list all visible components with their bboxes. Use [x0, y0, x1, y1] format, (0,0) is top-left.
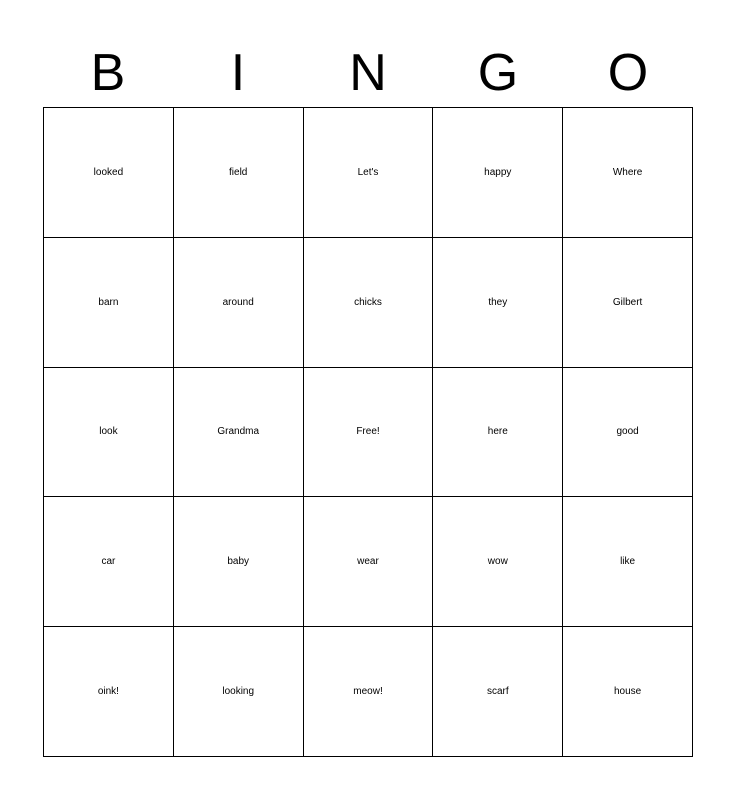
bingo-cell[interactable]: car	[44, 497, 174, 627]
bingo-cell[interactable]: meow!	[304, 627, 434, 757]
bingo-cell[interactable]: happy	[433, 108, 563, 238]
bingo-cell[interactable]: looked	[44, 108, 174, 238]
header-letter-o: O	[607, 44, 649, 102]
header-letter-b: B	[90, 44, 126, 102]
bingo-cell[interactable]: Grandma	[174, 368, 304, 498]
bingo-cell[interactable]: like	[563, 497, 693, 627]
bingo-board	[43, 107, 693, 757]
bingo-cell[interactable]: wow	[433, 497, 563, 627]
bingo-cell[interactable]: field	[174, 108, 304, 238]
bingo-cell[interactable]: Gilbert	[563, 238, 693, 368]
bingo-cell[interactable]: here	[433, 368, 563, 498]
bingo-cell[interactable]: oink!	[44, 627, 174, 757]
bingo-cell[interactable]: looking	[174, 627, 304, 757]
bingo-cell[interactable]: look	[44, 368, 174, 498]
bingo-cell[interactable]: Let's	[304, 108, 434, 238]
bingo-cell[interactable]: barn	[44, 238, 174, 368]
bingo-cell[interactable]: good	[563, 368, 693, 498]
header-letter-g: G	[477, 44, 519, 102]
bingo-cell[interactable]: chicks	[304, 238, 434, 368]
bingo-cell[interactable]: wear	[304, 497, 434, 627]
header-letter-n: N	[349, 44, 387, 102]
bingo-cell[interactable]: around	[174, 238, 304, 368]
bingo-cell[interactable]: scarf	[433, 627, 563, 757]
bingo-cell[interactable]: Where	[563, 108, 693, 238]
bingo-cell[interactable]: baby	[174, 497, 304, 627]
bingo-cell[interactable]: they	[433, 238, 563, 368]
header-letter-i: I	[230, 44, 246, 102]
free-space-cell[interactable]: Free!	[304, 368, 434, 498]
bingo-cell[interactable]: house	[563, 627, 693, 757]
bingo-header	[43, 40, 693, 106]
